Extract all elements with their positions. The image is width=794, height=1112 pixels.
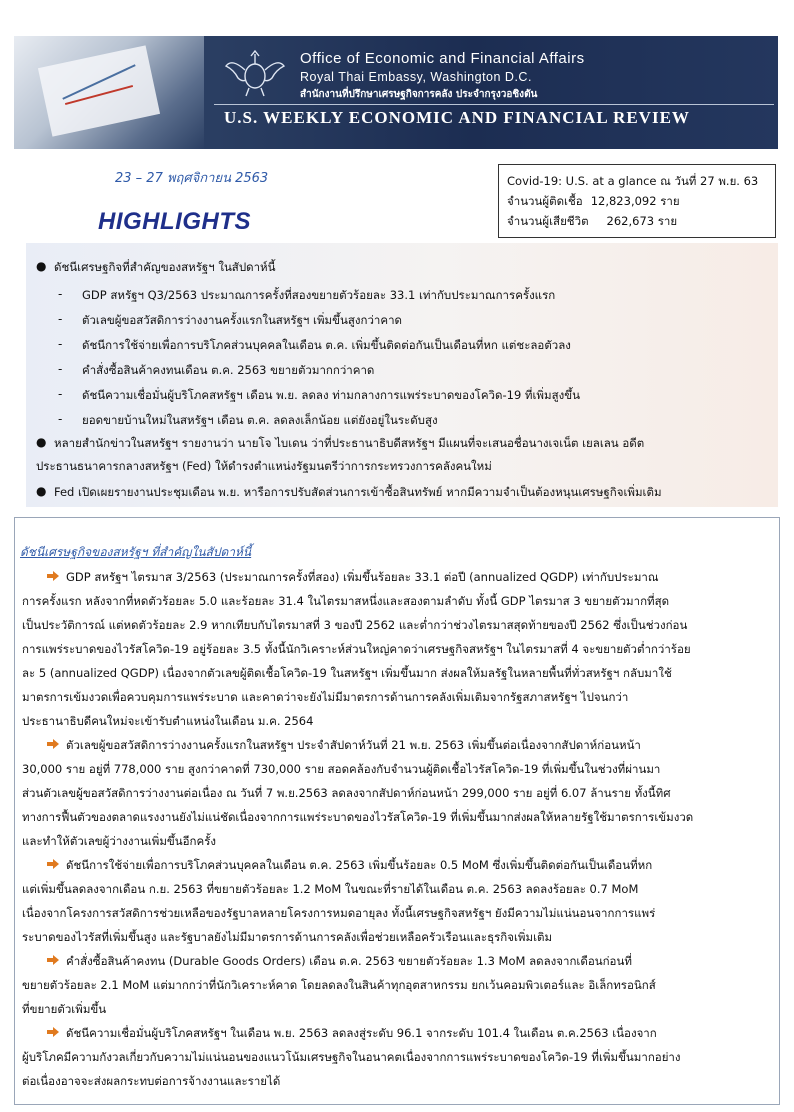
- header-banner: [14, 36, 778, 149]
- dash-icon: -: [58, 312, 63, 326]
- paper-sheet-graphic: [38, 45, 160, 136]
- paragraph-line: ทางการฟื้นตัวของตลาดแรงงานยังไม่แน่ชัดเนื่องจากการแพร่ระบาดของไวรัสโควิด-19 ที่เพิ่มขึ้นมากส่งผลให้หลายรัฐใช้มาตรการเข้มงวด: [22, 810, 694, 824]
- paragraph-line: ส่วนตัวเลขผู้ขอสวัสดิการว่างงานต่อเนื่อง ณ วันที่ 7 พ.ย.2563 ลดลงจากสัปดาห์ก่อนหน้า 299,000 ราย อยู่ที่ 6.07 ล้านราย ทั้งนี้ทิศ: [22, 786, 671, 800]
- paragraph-line: เป็นประวัติการณ์ แต่หดตัวร้อยละ 2.9 หากเทียบกับไตรมาสที่ 3 ของปี 2562 และต่ำกว่าช่วงไตรมาสสุดท้ายของปี 2562 ซึ่งเป็นช่วงก่อน: [22, 618, 688, 632]
- paragraph-text: ดัชนีการใช้จ่ายเพื่อการบริโภคส่วนบุคคลในเดือน ต.ค. 2563 เพิ่มขึ้นร้อยละ 0.5 MoM ซึ่งเพิ่มขึ้นติดต่อกันเป็นเดือนที่หก: [66, 858, 653, 872]
- paragraph-line: การแพร่ระบาดของไวรัสโควิด-19 อยู่ร้อยละ 3.5 ทั้งนี้นักวิเคราะห์ส่วนใหญ่คาดว่าเศรษฐกิจสหรัฐฯ ในไตรมาสที่ 4 จะขยายตัวต่ำกว่าร้อย: [22, 642, 691, 656]
- paragraph-line: และทำให้ตัวเลขผู้ว่างงานเพิ่มขึ้นอีกครั้ง: [22, 834, 217, 848]
- paragraph-durable-goods: [22, 949, 770, 1021]
- section-title: ดัชนีเศรษฐกิจของสหรัฐฯ ที่สำคัญในสัปดาห์นี้: [20, 545, 252, 559]
- arrow-bullet-icon: [46, 738, 60, 750]
- highlight-item: ดัชนีความเชื่อมั่นผู้บริโภคสหรัฐฯ เดือน พ.ย. ลดลง ท่ามกลางการแพร่ระบาดของโควิด-19 ที่เพิ่มสูงขึ้น: [82, 388, 580, 402]
- paragraph-line: ต่อเนื่องอาจจะส่งผลกระทบต่อการจ้างงานและรายได้: [22, 1074, 281, 1088]
- highlight-bullet-3: Fed เปิดเผยรายงานประชุมเดือน พ.ย. หารือการปรับสัดส่วนการเข้าซื้อสินทรัพย์ หากมีความจำเป็นต้องหนุนเศรษฐกิจเพิ่มเติม: [54, 485, 662, 499]
- paragraph-line: ละ 5 (annualized QGDP) เนื่องจากตัวเลขผู้ติดเชื้อโควิด-19 ในสหรัฐฯ เพิ่มขึ้นมาก ส่งผลให้มลรัฐในหลายพื้นที่ทั่วสหรัฐฯ กลับมาใช้: [22, 666, 672, 680]
- paragraph-text: ดัชนีความเชื่อมั่นผู้บริโภคสหรัฐฯ ในเดือน พ.ย. 2563 ลดลงสู่ระดับ 96.1 จากระดับ 101.4 ในเดือน ต.ค.2563 เนื่องจาก: [66, 1026, 657, 1040]
- bullet-icon: ●: [36, 259, 47, 273]
- highlight-item: ดัชนีการใช้จ่ายเพื่อการบริโภคส่วนบุคคลในเดือน ต.ค. เพิ่มขึ้นติดต่อกันเป็นเดือนที่หก แต่ชะลอตัวลง: [82, 338, 571, 352]
- highlight-item: ตัวเลขผู้ขอสวัสดิการว่างงานครั้งแรกในสหรัฐฯ เพิ่มขึ้นสูงกว่าคาด: [82, 313, 402, 327]
- highlights-box: [26, 243, 778, 507]
- paragraph-line: แต่เพิ่มขึ้นลดลงจากเดือน ก.ย. 2563 ที่ขยายตัวร้อยละ 1.2 MoM ในขณะที่รายได้ในเดือน ต.ค. 2563 ลดลงร้อยละ 0.7 MoM: [22, 882, 639, 896]
- paragraph-jobless-claims: [22, 733, 770, 853]
- deaths-label: จำนวนผู้เสียชีวิต: [507, 214, 589, 228]
- arrow-bullet-icon: [46, 570, 60, 582]
- paragraph-line: ผู้บริโภคมีความกังวลเกี่ยวกับความไม่แน่นอนของแนวโน้มเศรษฐกิจในอนาคตเนื่องจากการแพร่ระบาดของโควิด-19 ที่เพิ่มขึ้นมากอย่าง: [22, 1050, 681, 1064]
- bullet-icon: ●: [36, 484, 47, 498]
- dash-icon: -: [58, 362, 63, 376]
- banner-photo: [14, 36, 204, 149]
- embassy-name: Royal Thai Embassy, Washington D.C.: [300, 70, 532, 84]
- paragraph-line: 30,000 ราย อยู่ที่ 778,000 ราย สูงกว่าคาดที่ 730,000 ราย สอดคล้องกับจำนวนผู้ติดเชื้อไวรัสโควิด-19 ที่เพิ่มขึ้นในช่วงที่ผ่านมา: [22, 762, 661, 776]
- dash-icon: -: [58, 287, 63, 301]
- dash-icon: -: [58, 412, 63, 426]
- dash-icon: -: [58, 387, 63, 401]
- highlight-bullet-2-line-2: ประธานธนาคารกลางสหรัฐฯ (Fed) ให้ดำรงตำแหน่งรัฐมนตรีว่าการกระทรวงการคลังคนใหม่: [36, 459, 492, 473]
- office-name-thai: สำนักงานที่ปรึกษาเศรษฐกิจการคลัง ประจำกรุงวอชิงตัน: [300, 89, 538, 100]
- paragraph-line: ระบาดของไวรัสที่เพิ่มขึ้นสูง และรัฐบาลยังไม่มีมาตรการด้านการคลังเพื่อช่วยเหลือครัวเรือนและธุรกิจเพิ่มเติม: [22, 930, 553, 944]
- covid-infected-row: [507, 191, 775, 211]
- arrow-bullet-icon: [46, 954, 60, 966]
- deaths-value: 262,673 ราย: [606, 214, 678, 228]
- paragraph-text: คำสั่งซื้อสินค้าคงทน (Durable Goods Orders) เดือน ต.ค. 2563 ขยายตัวร้อยละ 1.3 MoM ลดลงจากเดือนก่อนที่: [66, 954, 632, 968]
- paragraph-line: มาตรการเข้มงวดเพื่อควบคุมการแพร่ระบาด และคาดว่าจะยังไม่มีมาตรการด้านการคลังเพิ่มเติมจากรัฐสภาสหรัฐฯ ไปจนกว่า: [22, 690, 629, 704]
- highlights-heading: HIGHLIGHTS: [98, 208, 251, 235]
- arrow-bullet-icon: [46, 858, 60, 870]
- paragraph-text: GDP สหรัฐฯ ไตรมาส 3/2563 (ประมาณการครั้งที่สอง) เพิ่มขึ้นร้อยละ 33.1 ต่อปี (annualized QGDP) เท่ากับประมาณ: [66, 570, 659, 584]
- highlight-bullet-2-line-1: หลายสำนักข่าวในสหรัฐฯ รายงานว่า นายโจ ไบเดน ว่าที่ประธานาธิบดีสหรัฐฯ มีแผนที่จะเสนอชื่อนางเจเน็ต เยลเลน อดีต: [54, 436, 645, 450]
- highlight-item: GDP สหรัฐฯ Q3/2563 ประมาณการครั้งที่สองขยายตัวร้อยละ 33.1 เท่ากับประมาณการครั้งแรก: [82, 288, 556, 302]
- paragraph-gdp: [22, 565, 770, 733]
- paragraph-line: การครั้งแรก หลังจากที่หดตัวร้อยละ 5.0 และร้อยละ 31.4 ในไตรมาสหนึ่งและสองตามลำดับ ทั้งนี้ GDP ไตรมาส 3 ขยายตัวมากที่สุด: [22, 594, 670, 608]
- paragraph-line: เนื่องจากโครงการสวัสดิการช่วยเหลือของรัฐบาลหลายโครงการหมดอายุลง ทั้งนี้เศรษฐกิจสหรัฐฯ ยังมีความไม่แน่นอนจากการแพร่: [22, 906, 656, 920]
- dash-icon: -: [58, 337, 63, 351]
- paragraph-consumer-confidence: [22, 1021, 770, 1093]
- arrow-bullet-icon: [46, 1026, 60, 1038]
- covid-deaths-row: [507, 211, 775, 231]
- office-name: Office of Economic and Financial Affairs: [300, 50, 585, 67]
- paragraph-line: ขยายตัวร้อยละ 2.1 MoM แต่มากกว่าที่นักวิเคราะห์คาด โดยลดลงในสินค้าทุกอุตสาหกรรม ยกเว้นคอมพิวเตอร์และ อิเล็กทรอนิกส์: [22, 978, 656, 992]
- date-range: 23 – 27 พฤศจิกายน 2563: [115, 171, 269, 186]
- review-title: U.S. WEEKLY ECONOMIC AND FINANCIAL REVIEW: [224, 108, 690, 127]
- infected-value: 12,823,092 ราย: [590, 194, 680, 208]
- paragraph-line: ที่ขยายตัวเพิ่มขึ้น: [22, 1002, 107, 1016]
- covid-title: Covid-19: U.S. at a glance ณ วันที่ 27 พ.ย. 63: [507, 174, 759, 188]
- garuda-emblem-icon: [224, 48, 286, 98]
- banner-divider: [214, 104, 774, 105]
- covid-summary-box: [498, 164, 776, 238]
- highlight-item: คำสั่งซื้อสินค้าคงทนเดือน ต.ค. 2563 ขยายตัวมากกว่าคาด: [82, 363, 375, 377]
- main-bullet: ดัชนีเศรษฐกิจที่สำคัญของสหรัฐฯ ในสัปดาห์นี้: [54, 260, 276, 274]
- highlight-item: ยอดขายบ้านใหม่ในสหรัฐฯ เดือน ต.ค. ลดลงเล็กน้อย แต่ยังอยู่ในระดับสูง: [82, 413, 438, 427]
- paragraph-pce: [22, 853, 770, 949]
- paragraph-line: ประธานาธิบดีคนใหม่จะเข้ารับตำแหน่งในเดือน ม.ค. 2564: [22, 714, 314, 728]
- paragraph-text: ตัวเลขผู้ขอสวัสดิการว่างงานครั้งแรกในสหรัฐฯ ประจำสัปดาห์วันที่ 21 พ.ย. 2563 เพิ่มขึ้นต่อเนื่องจากสัปดาห์ก่อนหน้า: [66, 738, 641, 752]
- bullet-icon: ●: [36, 435, 47, 449]
- infected-label: จำนวนผู้ติดเชื้อ: [507, 194, 583, 208]
